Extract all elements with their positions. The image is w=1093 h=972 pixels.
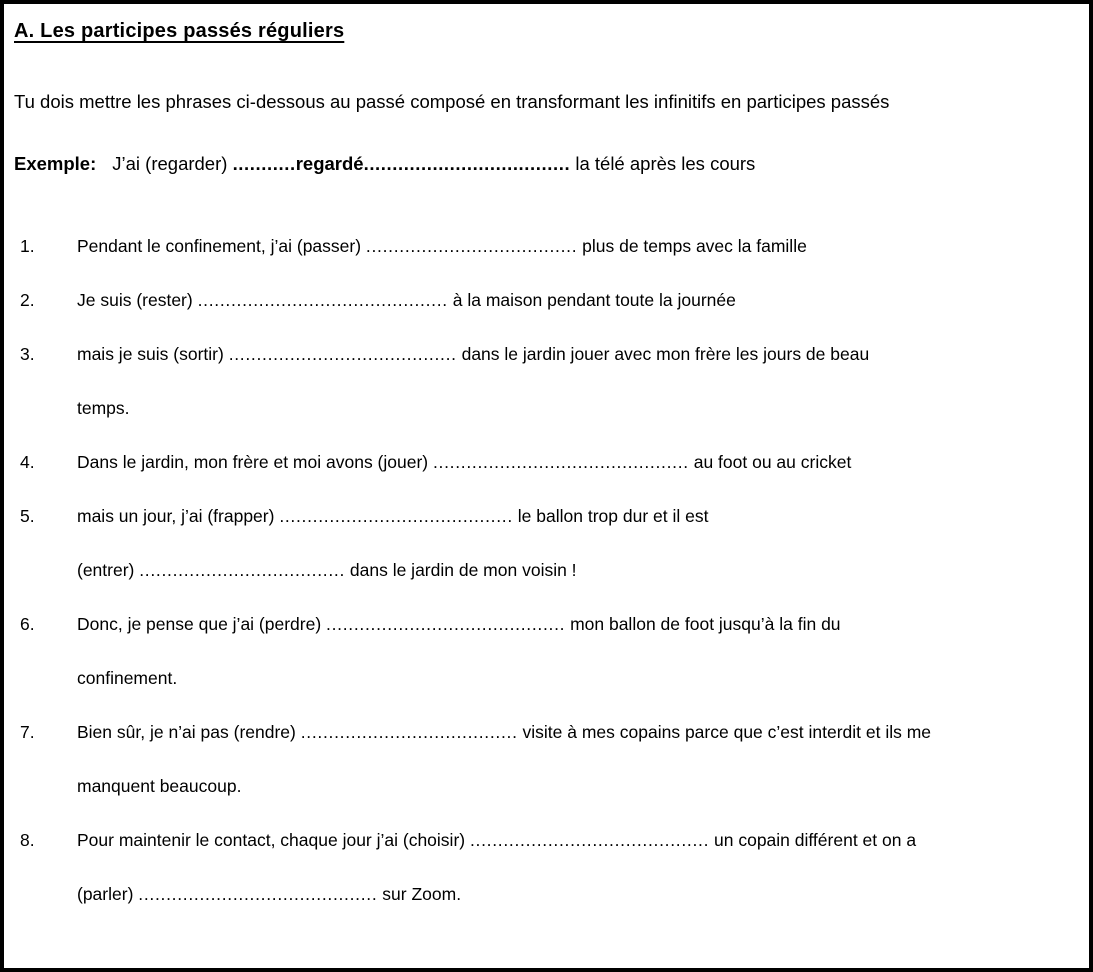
line-prefix: (entrer): [77, 560, 140, 580]
line-suffix: sur Zoom.: [377, 884, 462, 904]
line-prefix: (parler): [77, 884, 139, 904]
line-prefix: manquent beaucoup.: [77, 776, 242, 796]
instruction-text: Tu dois mettre les phrases ci-dessous au passé composé en transformant les infinitifs en participes passés: [14, 91, 890, 112]
exercise-line-continuation: [77, 774, 1083, 798]
line-suffix: au foot ou au cricket: [688, 452, 852, 472]
line-suffix: visite à mes copains parce que c’est interdit et ils me: [517, 722, 932, 742]
answer-blank[interactable]: ......................................: [365, 236, 578, 256]
exercise-item: [10, 504, 1083, 582]
answer-blank[interactable]: ...........................................: [138, 884, 378, 904]
line-suffix: plus de temps avec la famille: [577, 236, 807, 256]
exercise-line: [77, 342, 1083, 366]
line-prefix: temps.: [77, 398, 130, 418]
example-dots-after: ....................................: [363, 153, 571, 174]
example-dots-before: ...........: [232, 153, 296, 174]
line-prefix: Dans le jardin, mon frère et moi avons (jouer): [77, 452, 433, 472]
line-prefix: mais je suis (sortir): [77, 344, 229, 364]
example-tail: la télé après les cours: [570, 153, 756, 174]
exercise-item: [10, 720, 1083, 798]
exercise-list: [10, 234, 1083, 906]
exercise-number: 6.: [20, 614, 35, 634]
line-prefix: Pendant le confinement, j’ai (passer): [77, 236, 366, 256]
exercise-line-continuation: [77, 666, 1083, 690]
line-prefix: Pour maintenir le contact, chaque jour j’ai (choisir): [77, 830, 470, 850]
line-prefix: Donc, je pense que j’ai (perdre): [77, 614, 327, 634]
answer-blank[interactable]: ..........................................: [279, 506, 513, 526]
worksheet-content: [4, 18, 1089, 906]
exercise-item: [10, 288, 1083, 312]
exercise-line: [77, 450, 1083, 474]
answer-blank[interactable]: .....................................: [139, 560, 346, 580]
exercise-line-continuation: [77, 882, 1083, 906]
exercise-line-continuation: [77, 396, 1083, 420]
exercise-line: [77, 720, 1083, 744]
line-prefix: confinement.: [77, 668, 178, 688]
line-prefix: mais un jour, j’ai (frapper): [77, 506, 280, 526]
answer-blank[interactable]: ..............................................: [432, 452, 689, 472]
exercise-item: [10, 828, 1083, 906]
line-suffix: mon ballon de foot jusqu’à la fin du: [565, 614, 841, 634]
line-suffix: dans le jardin de mon voisin !: [345, 560, 577, 580]
example-answer: regardé: [295, 153, 364, 174]
exercise-number: 4.: [20, 452, 35, 472]
answer-blank[interactable]: ...........................................: [469, 830, 710, 850]
exercise-line-continuation: [77, 558, 1083, 582]
exercise-number: 5.: [20, 506, 35, 526]
exercise-number: 3.: [20, 344, 35, 364]
line-suffix: à la maison pendant toute la journée: [447, 290, 736, 310]
exercise-number: 8.: [20, 830, 35, 850]
answer-blank[interactable]: .........................................: [228, 344, 457, 364]
exercise-line: [77, 612, 1083, 636]
example-label: Exemple:: [14, 153, 97, 174]
line-suffix: le ballon trop dur et il est: [512, 506, 709, 526]
answer-blank[interactable]: .............................................: [197, 290, 448, 310]
exercise-line: [77, 234, 1083, 258]
exercise-line: [77, 828, 1083, 852]
exercise-line: [77, 288, 1083, 312]
exercise-number: 7.: [20, 722, 35, 742]
line-prefix: Bien sûr, je n’ai pas (rendre): [77, 722, 301, 742]
example-prompt: J’ai (regarder): [112, 153, 233, 174]
example-line: [14, 152, 1083, 176]
answer-blank[interactable]: ...........................................: [326, 614, 566, 634]
line-suffix: un copain différent et on a: [709, 830, 917, 850]
exercise-line: [77, 504, 1083, 528]
answer-blank[interactable]: .......................................: [300, 722, 518, 742]
exercise-item: [10, 612, 1083, 690]
line-prefix: Je suis (rester): [77, 290, 198, 310]
exercise-number: 2.: [20, 290, 35, 310]
page-title: A. Les participes passés réguliers: [14, 20, 345, 42]
exercise-number: 1.: [20, 236, 35, 256]
exercise-item: [10, 234, 1083, 258]
exercise-item: [10, 450, 1083, 474]
exercise-item: [10, 342, 1083, 420]
line-suffix: dans le jardin jouer avec mon frère les jours de beau: [456, 344, 870, 364]
